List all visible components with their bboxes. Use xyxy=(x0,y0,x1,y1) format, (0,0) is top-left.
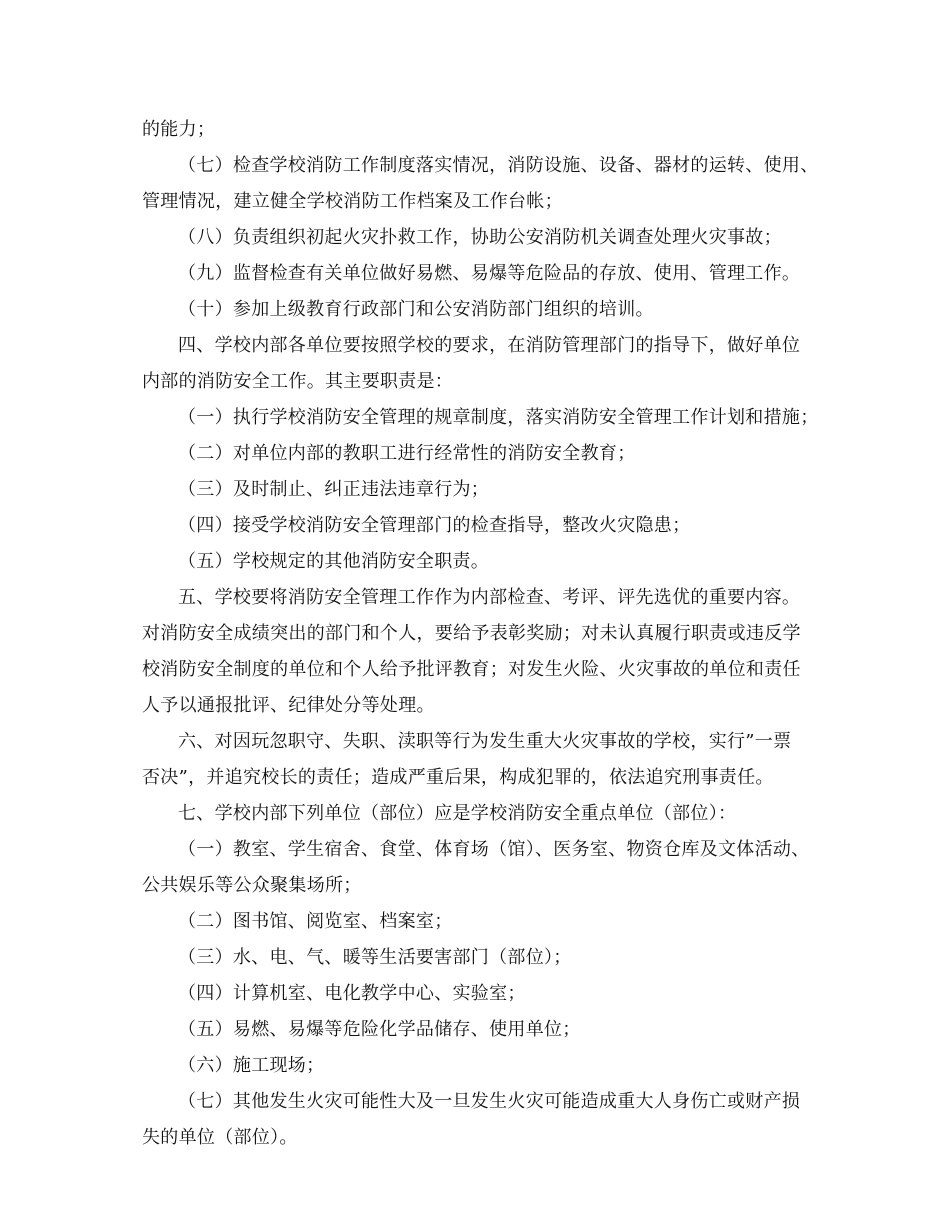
text-line: （一）执行学校消防安全管理的规章制度，落实消防安全管理工作计划和措施； xyxy=(178,407,819,428)
text-line: 校消防安全制度的单位和个人给予批评教育；对发生火险、火灾事故的单位和责任 xyxy=(142,659,801,680)
text-line: （三）及时制止、纠正违法违章行为； xyxy=(178,479,490,500)
text-line: （二）对单位内部的教职工进行经常性的消防安全教育； xyxy=(178,443,636,464)
text-line: （六）施工现场； xyxy=(178,1055,325,1076)
text-line: （八）负责组织初起火灾扑救工作，协助公安消防机关调查处理火灾事故； xyxy=(178,227,782,248)
text-line: 对消防安全成绩突出的部门和个人，要给予表彰奖励；对未认真履行职责或违反学 xyxy=(142,623,801,644)
text-line: （五）学校规定的其他消防安全职责。 xyxy=(178,551,490,572)
text-line: 人予以通报批评、纪律处分等处理。 xyxy=(142,695,435,716)
text-line: 否决”，并追究校长的责任；造成严重后果，构成犯罪的，依法追究刑事责任。 xyxy=(142,767,774,788)
text-line: 管理情况，建立健全学校消防工作档案及工作台帐； xyxy=(142,191,563,212)
text-line: 内部的消防安全工作。其主要职责是： xyxy=(142,371,454,392)
text-line: （七）检查学校消防工作制度落实情况，消防设施、设备、器材的运转、使用、 xyxy=(178,155,819,176)
text-line: 公共娱乐等公众聚集场所； xyxy=(142,875,362,896)
text-line: （九）监督检查有关单位做好易燃、易爆等危险品的存放、使用、管理工作。 xyxy=(178,263,801,284)
text-line: （七）其他发生火灾可能性大及一旦发生火灾可能造成重大人身伤亡或财产损 xyxy=(178,1091,801,1112)
text-line: 七、学校内部下列单位（部位）应是学校消防安全重点单位（部位）： xyxy=(178,803,737,824)
text-line: （四）计算机室、电化教学中心、实验室； xyxy=(178,983,526,1004)
text-line: 四、学校内部各单位要按照学校的要求，在消防管理部门的指导下，做好单位 xyxy=(178,335,801,356)
text-line: （四）接受学校消防安全管理部门的检查指导，整改火灾隐患； xyxy=(178,515,691,536)
text-line: 五、学校要将消防安全管理工作作为内部检查、考评、评先选优的重要内容。 xyxy=(178,587,801,608)
text-line: （一）教室、学生宿舍、食堂、体育场（馆）、医务室、物资仓库及文体活动、 xyxy=(178,839,810,860)
text-line: 六、对因玩忽职守、失职、渎职等行为发生重大火灾事故的学校，实行”一票 xyxy=(178,731,792,752)
text-line: （五）易燃、易爆等危险化学品储存、使用单位； xyxy=(178,1019,581,1040)
text-line: （三）水、电、气、暖等生活要害部门（部位）； xyxy=(178,947,572,968)
text-line: （二）图书馆、阅览室、档案室； xyxy=(178,911,453,932)
text-line: 的能力； xyxy=(142,119,216,140)
text-line: （十）参加上级教育行政部门和公安消防部门组织的培训。 xyxy=(178,299,654,320)
text-line: 失的单位（部位）。 xyxy=(142,1127,298,1148)
